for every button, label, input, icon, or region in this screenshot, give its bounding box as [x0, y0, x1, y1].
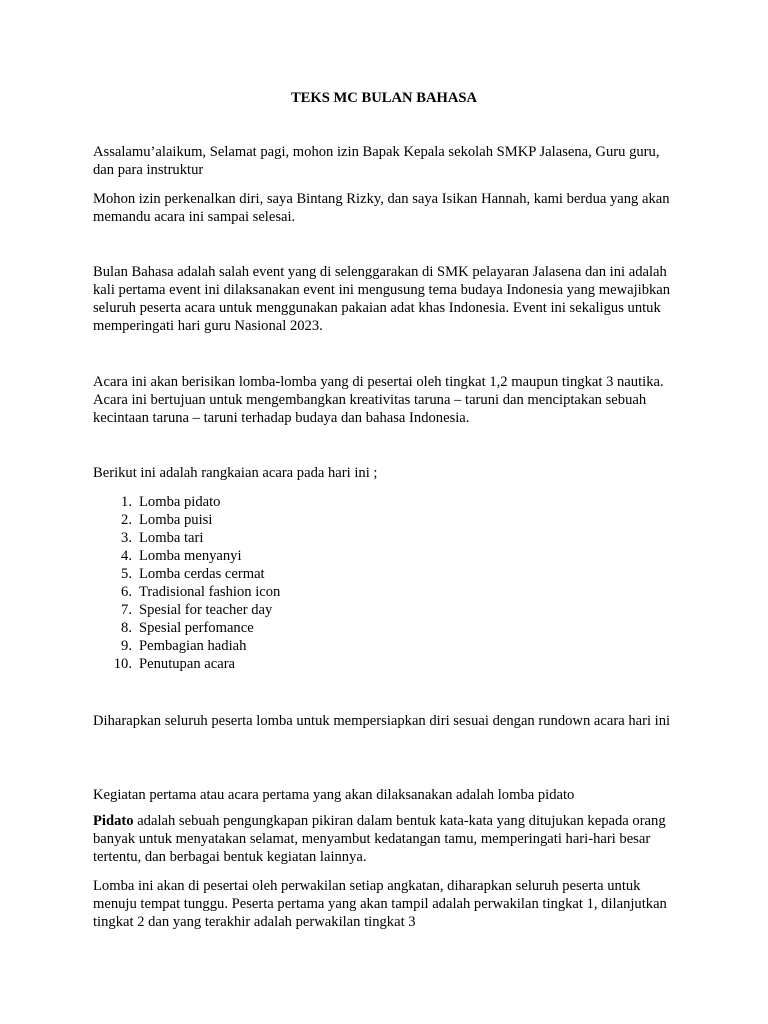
- list-item-number: 4.: [121, 548, 132, 564]
- list-item-number: 1.: [121, 494, 132, 510]
- agenda-intro-paragraph: Berikut ini adalah rangkaian acara pada hari ini ;: [93, 465, 378, 481]
- event-description-paragraph: Bulan Bahasa adalah salah event yang di selenggarakan di SMK pelayaran Jalasena dan ini adalah kali pertama event ini dilaksanakan event ini mengusung tema budaya Indonesia yang mewajibkan seluruh peserta acara untuk menggunakan pakaian adat khas Indonesia. Event ini sekaligus untuk memperingati hari guru Nasional 2023.: [93, 264, 671, 334]
- speech-definition-paragraph: [93, 812, 681, 866]
- list-item-text: Lomba puisi: [139, 512, 213, 528]
- list-item-number: 2.: [121, 512, 132, 528]
- list-item: [93, 529, 493, 547]
- list-item-text: Spesial for teacher day: [139, 602, 273, 618]
- list-item-number: 9.: [121, 638, 132, 654]
- speech-term: Pidato: [93, 813, 134, 829]
- list-item-number: 10.: [113, 656, 132, 672]
- list-item-number: 6.: [121, 584, 132, 600]
- list-item: [93, 637, 493, 655]
- list-item-number: 3.: [121, 530, 132, 546]
- list-item: [93, 565, 493, 583]
- list-item-text: Lomba menyanyi: [139, 548, 242, 564]
- list-item: [93, 601, 493, 619]
- agenda-list: [93, 493, 493, 673]
- list-item-text: Pembagian hadiah: [139, 638, 247, 654]
- list-item: [93, 511, 493, 529]
- first-event-paragraph: Kegiatan pertama atau acara pertama yang akan dilaksanakan adalah lomba pidato: [93, 787, 575, 803]
- list-item-text: Tradisional fashion icon: [139, 584, 281, 600]
- list-item-text: Penutupan acara: [139, 656, 236, 672]
- participants-paragraph: Lomba ini akan di pesertai oleh perwakilan setiap angkatan, diharapkan seluruh peserta untuk menuju tempat tunggu. Peserta pertama yang akan tampil adalah perwakilan tingkat 1, dilanjutkan tingkat 2 dan yang terakhir adalah perwakilan tingkat 3: [93, 878, 667, 930]
- list-item: [93, 583, 493, 601]
- list-item-text: Lomba tari: [139, 530, 204, 546]
- list-item-text: Spesial perfomance: [139, 620, 254, 636]
- document-title: TEKS MC BULAN BAHASA: [290, 90, 478, 106]
- list-item: [93, 547, 493, 565]
- event-purpose-paragraph: Acara ini akan berisikan lomba-lomba yang di pesertai oleh tingkat 1,2 maupun tingkat 3 nautika. Acara ini bertujuan untuk mengembangkan kreativitas taruna – taruni dan menciptakan sebuah kecintaan taruna – taruni terhadap budaya dan bahasa Indonesia.: [93, 374, 664, 426]
- greeting-paragraph: Assalamu’alaikum, Selamat pagi, mohon izin Bapak Kepala sekolah SMKP Jalasena, Guru guru, dan para instruktur: [93, 144, 660, 178]
- list-item: [93, 655, 493, 673]
- list-item-number: 8.: [121, 620, 132, 636]
- list-item: [93, 619, 493, 637]
- list-item-number: 7.: [121, 602, 132, 618]
- list-item-text: Lomba cerdas cermat: [139, 566, 265, 582]
- list-item-text: Lomba pidato: [139, 494, 221, 510]
- preparation-paragraph: Diharapkan seluruh peserta lomba untuk mempersiapkan diri sesuai dengan rundown acara hari ini: [93, 713, 671, 729]
- list-item: [93, 493, 493, 511]
- introduction-paragraph: Mohon izin perkenalkan diri, saya Bintang Rizky, dan saya Isikan Hannah, kami berdua yang akan memandu acara ini sampai selesai.: [93, 191, 670, 225]
- list-item-number: 5.: [121, 566, 132, 582]
- speech-definition-text: adalah sebuah pengungkapan pikiran dalam bentuk kata-kata yang ditujukan kepada orang banyak untuk menyatakan selamat, menyambut kedatangan tamu, memperingati hari-hari besar tertentu, dan berbagai bentuk kegiatan lainnya.: [93, 813, 666, 865]
